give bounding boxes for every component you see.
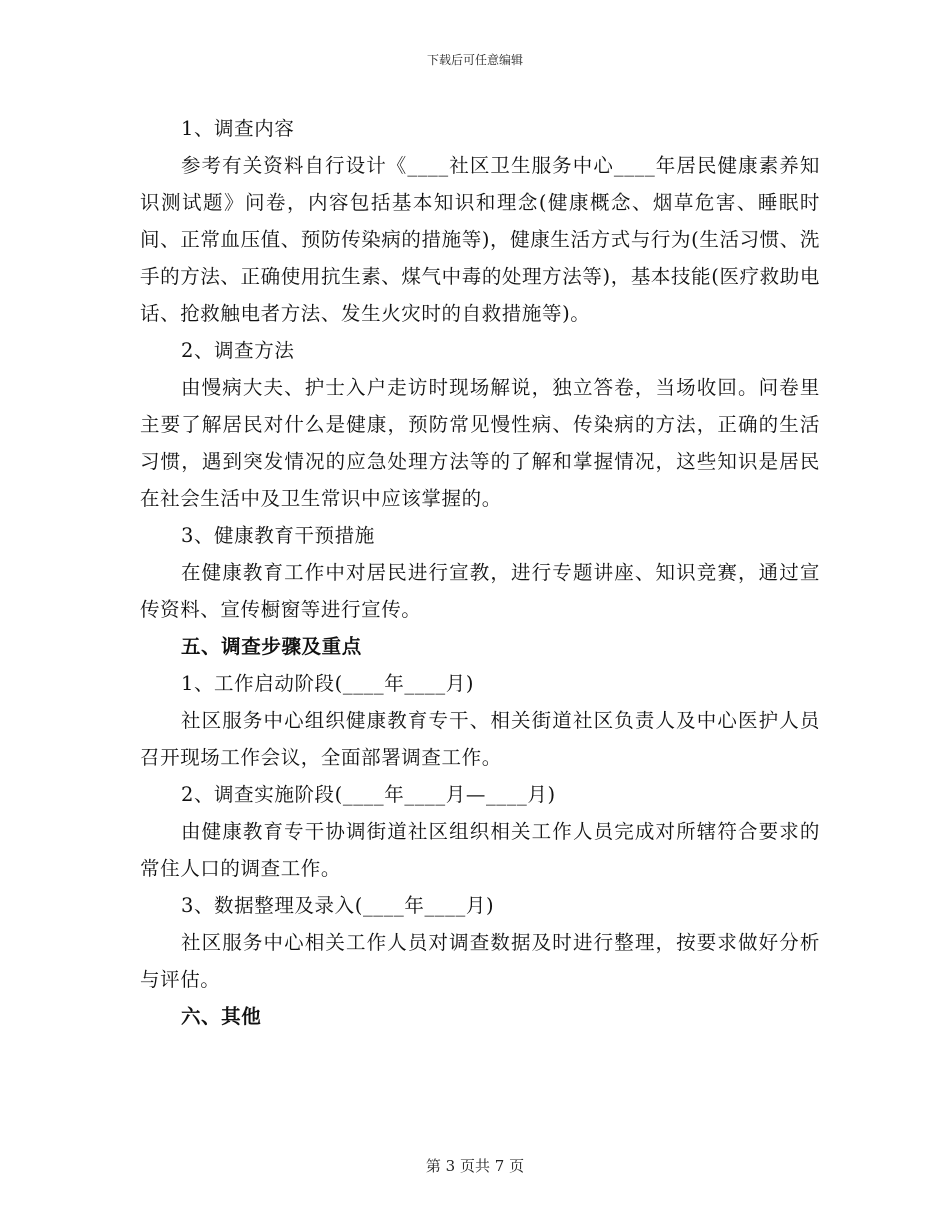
section-heading-steps: 五、调查步骤及重点 <box>180 635 362 658</box>
paragraph-implementation-phase: 由健康教育专干协调街道社区组织相关工作人员完成对所辖符合要求的常住人口的调查工作。 <box>140 820 820 880</box>
page-footer: 第 3 页共 7 页 <box>425 1157 525 1175</box>
paragraph-data-entry: 社区服务中心相关工作人员对调查数据及时进行整理，按要求做好分析与评估。 <box>140 931 820 991</box>
subheading-data-entry: 3、数据整理及录入(____年____月) <box>180 894 495 917</box>
subheading-intervention: 3、健康教育干预措施 <box>180 524 375 547</box>
subheading-survey-content: 1、调查内容 <box>180 117 295 140</box>
paragraph-intervention: 在健康教育工作中对居民进行宣教，进行专题讲座、知识竞赛，通过宣传资料、宣传橱窗等进行宣传。 <box>140 561 820 621</box>
subheading-implementation-phase: 2、调查实施阶段(____年____月—____月) <box>180 783 556 806</box>
subheading-survey-method: 2、调查方法 <box>180 339 295 362</box>
subheading-launch-phase: 1、工作启动阶段(____年____月) <box>180 672 475 695</box>
page-header: 下载后可任意编辑 <box>426 53 523 67</box>
paragraph-survey-content: 参考有关资料自行设计《____社区卫生服务中心____年居民健康素养知识测试题》问卷，内容包括基本知识和理念(健康概念、烟草危害、睡眠时间、正常血压值、预防传染病的措施等)，健康生活方式与行为(生活习惯、洗手的方法、正确使用抗生素、煤气中毒的处理方法等)，基本技能(医疗救助电话、抢救触电者方法、发生火灾时的自救措施等)。 <box>140 154 820 325</box>
section-heading-other: 六、其他 <box>180 1005 262 1028</box>
document-body <box>140 110 820 1035</box>
paragraph-survey-method: 由慢病大夫、护士入户走访时现场解说，独立答卷，当场收回。问卷里主要了解居民对什么是健康，预防常见慢性病、传染病的方法，正确的生活习惯，遇到突发情况的应急处理方法等的了解和掌握情况，这些知识是居民在社会生活中及卫生常识中应该掌握的。 <box>140 376 820 510</box>
paragraph-launch-phase: 社区服务中心组织健康教育专干、相关街道社区负责人及中心医护人员召开现场工作会议，全面部署调查工作。 <box>140 709 820 769</box>
